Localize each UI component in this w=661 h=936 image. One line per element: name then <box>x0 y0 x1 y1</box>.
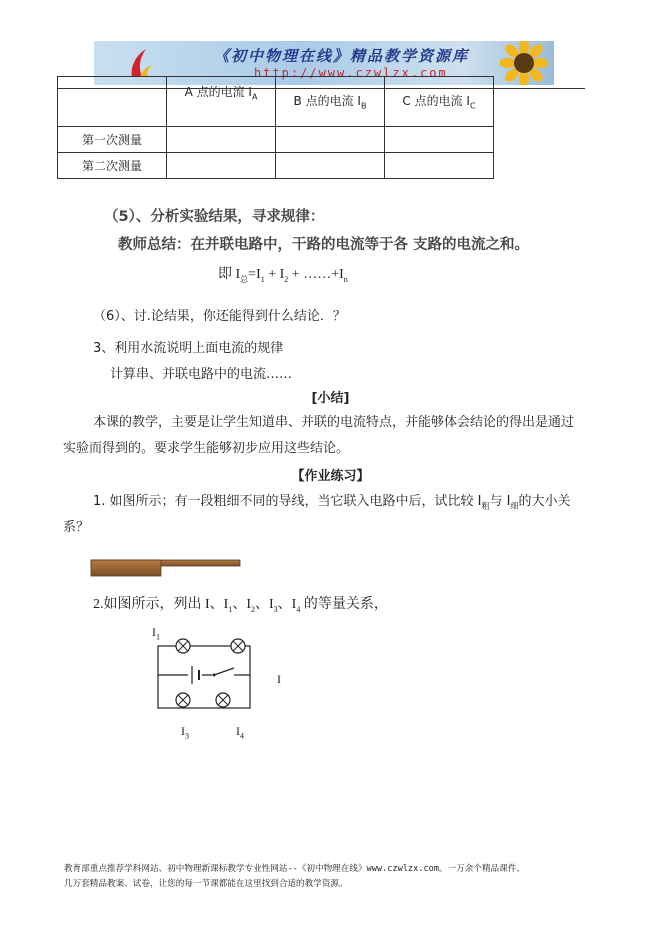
table-row <box>58 153 494 179</box>
item3-text: 3、利用水流说明上面电流的规律 <box>93 341 284 356</box>
summary-title: [小结] <box>311 391 350 406</box>
battery-icon <box>188 665 202 685</box>
question2-text: 2.如图所示，列出 I、$I_1$、$I_2$、$I_3$、$I_4$ 的等量关系， <box>93 597 388 614</box>
banner-url: http://www.czwlzx.com <box>254 66 448 80</box>
table-cell <box>276 127 385 153</box>
table-cell <box>385 153 494 179</box>
page-footer <box>64 862 525 892</box>
measurement-table <box>57 76 494 179</box>
summary-line2: 实验而得到的。要求学生能够初步应用这些结论。 <box>63 441 350 456</box>
row-label: 第一次测量 <box>58 127 167 153</box>
label-i3: $I_3$ <box>181 724 189 741</box>
section6-text: （6）、讨.论结果，你还能得到什么结论．？ <box>93 309 346 324</box>
logo-icon <box>128 47 154 79</box>
summary-line1: 本课的教学，主要是让学生知道串、并联的电流特点，并能够体会结论的得出是通过 <box>93 415 575 430</box>
switch-icon <box>212 668 238 678</box>
label-i: I <box>277 672 281 686</box>
footer-line1: 教育部重点推荐学科网站、初中物理新课标教学专业性网站--《初中物理在线》www.czwlzx.com。一万余个精品课件、 <box>64 864 525 874</box>
table-cell <box>167 153 276 179</box>
section5-heading: （5）、分析实验结果，寻求规律： <box>104 209 325 225</box>
section5-formula: 即 $I_总=I_1 + I_2$ + $\dots\dots+I_n$ <box>218 267 348 284</box>
table-row <box>58 127 494 153</box>
wire-image <box>90 558 242 578</box>
table-cell <box>276 153 385 179</box>
question1-line2: 系？ <box>63 520 90 535</box>
bulb-icon <box>176 639 190 653</box>
table-cell <box>385 127 494 153</box>
table-header-c: C 点的电流 $I_C$ <box>385 77 494 127</box>
sunflower-image <box>500 41 548 85</box>
bulb-icon <box>176 693 190 707</box>
banner-title: 《初中物理在线》精品教学资源库 <box>214 47 470 65</box>
bulb-icon <box>216 693 230 707</box>
table-corner-cell <box>58 77 167 127</box>
circuit-diagram <box>150 638 260 714</box>
question1-line1: 1. 如图所示；有一段粗细不同的导线，当它联入电路中后，试比较 $I_粗$与 $I_细$的大小关 <box>93 494 571 511</box>
table-header-b: B 点的电流 $I_B$ <box>276 77 385 127</box>
row-label: 第二次测量 <box>58 153 167 179</box>
bulb-icon <box>231 639 245 653</box>
section5-summary: 教师总结：在并联电路中，干路的电流等于各 支路的电流之和。 <box>118 237 530 253</box>
homework-title: 【作业练习】 <box>291 469 370 484</box>
footer-line2: 几万套精品教案、试卷，让您的每一节课都能在这里找到合适的教学资源。 <box>64 879 348 889</box>
item3-subtext: 计算串、并联电路中的电流…… <box>110 367 293 382</box>
horizontal-rule <box>57 88 585 89</box>
label-i1: $I_1$ <box>152 625 160 642</box>
table-header-a: A 点的电流 $I_A$ <box>167 77 276 127</box>
table-cell <box>167 127 276 153</box>
label-i4: $I_4$ <box>236 724 244 741</box>
